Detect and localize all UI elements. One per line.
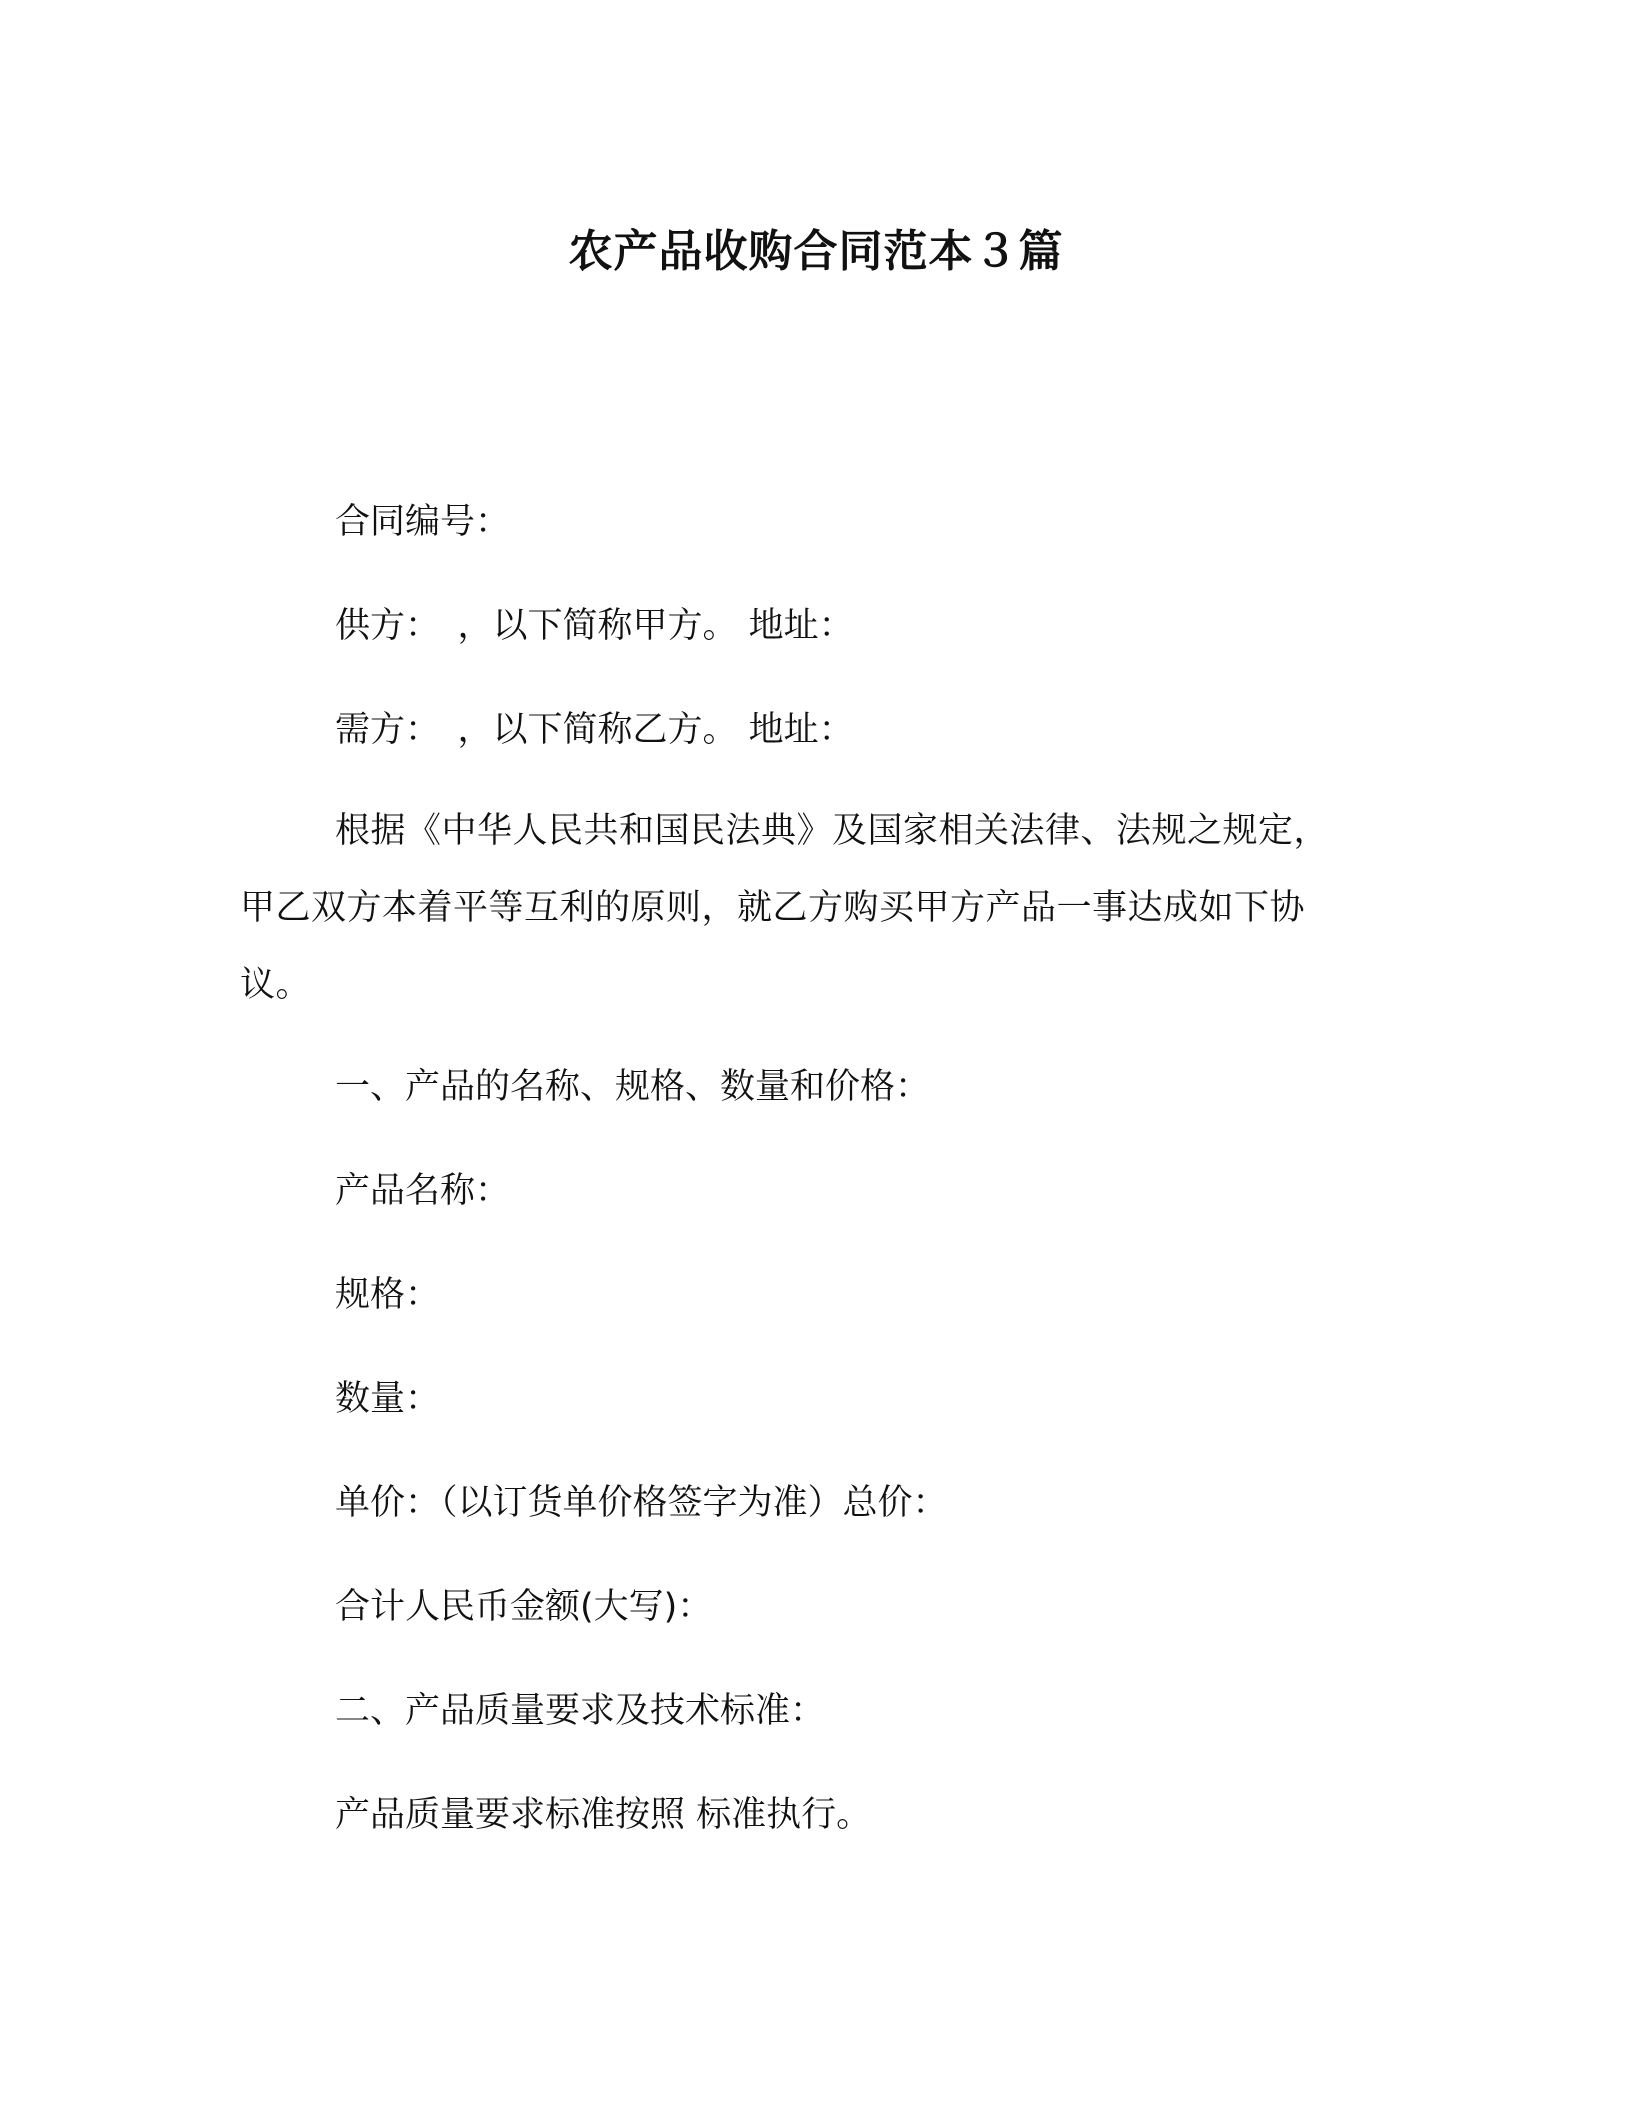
section-heading-2: 二、产品质量要求及技术标准： xyxy=(335,1691,826,1731)
intro-paragraph: 根据《中华人民共和国民法典》及国家相关法律、法规之规定，甲乙双方本着平等互利的原则，就乙方购买甲方产品一事达成如下协议。 xyxy=(240,811,1330,1005)
total-amount-line: 合计人民币金额(大写)： xyxy=(335,1587,713,1627)
product-name-line: 产品名称： xyxy=(335,1171,511,1211)
unit-price-line: 单价：（以订货单价格签字为准）总价： xyxy=(335,1483,948,1523)
quality-standard-line: 产品质量要求标准按照 标准执行。 xyxy=(335,1795,872,1835)
buyer-line: 需方： ，以下简称乙方。 地址： xyxy=(335,710,854,750)
section-heading-1: 一、产品的名称、规格、数量和价格： xyxy=(335,1067,931,1107)
spec-line: 规格： xyxy=(335,1275,441,1315)
supplier-line: 供方： ，以下简称甲方。 地址： xyxy=(335,606,854,646)
quantity-line: 数量： xyxy=(335,1379,441,1419)
contract-number-line: 合同编号： xyxy=(335,502,511,542)
document-title: 农产品收购合同范本３篇 xyxy=(568,226,1064,277)
